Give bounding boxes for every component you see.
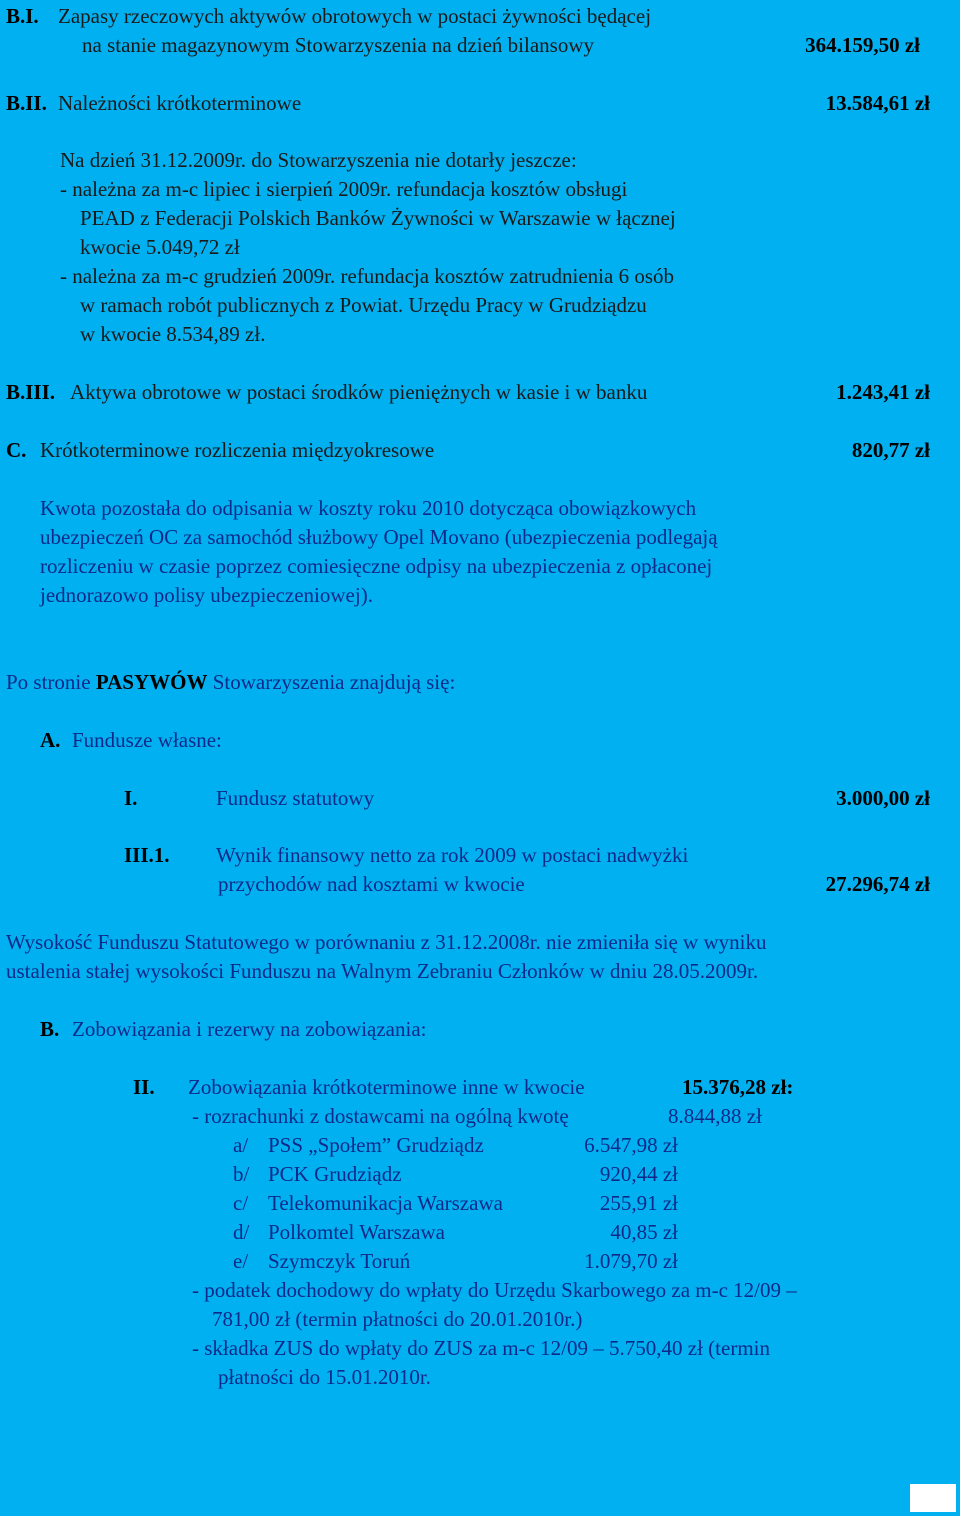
bii-intro: Na dzień 31.12.2009r. do Stowarzyszenia nie dotarły jeszcze:	[60, 148, 577, 172]
supplier-name: Polkomtel Warszawa	[268, 1220, 445, 1244]
fund-i-label: I.	[124, 786, 138, 810]
note-line2: ustalenia stałej wysokości Funduszu na Walnym Zebraniu Członków w dniu 28.05.2009r.	[6, 959, 759, 983]
page-corner-box	[910, 1484, 956, 1512]
section-biii-amount: 1.243,41 zł	[836, 380, 930, 404]
section-biii-text: Aktywa obrotowe w postaci środków pieniężnych w kasie i w banku	[70, 380, 648, 404]
section-b-text: Zobowiązania i rezerwy na zobowiązania:	[72, 1017, 427, 1041]
c-paragraph-line2: ubezpieczeń OC za samochód służbowy Opel Movano (ubezpieczenia podlegają	[40, 525, 718, 549]
supplier-letter: e/	[233, 1249, 249, 1273]
c-paragraph-line1: Kwota pozostała do odpisania w koszty roku 2010 dotycząca obowiązkowych	[40, 496, 697, 520]
liab-ii-label: II.	[133, 1075, 155, 1099]
section-a-label: A.	[40, 728, 61, 752]
supplier-name: Szymczyk Toruń	[268, 1249, 411, 1273]
zus-line2: płatności do 15.01.2010r.	[218, 1365, 431, 1389]
supplier-letter: a/	[233, 1133, 249, 1157]
supplier-letter: c/	[233, 1191, 249, 1215]
pasywa-heading-post: Stowarzyszenia znajdują się:	[212, 670, 456, 694]
bii-item1-line2: PEAD z Federacji Polskich Banków Żywności w Warszawie w łącznej	[80, 206, 676, 230]
section-bii-label: B.II.	[6, 91, 47, 115]
zus-line1: - składka ZUS do wpłaty do ZUS za m-c 12/09 – 5.750,40 zł (termin	[192, 1336, 770, 1360]
pasywa-heading-pre: Po stronie	[6, 670, 91, 694]
bii-item2-line1: - należna za m-c grudzień 2009r. refundacja kosztów zatrudnienia 6 osób	[60, 264, 675, 288]
section-bii-text: Należności krótkoterminowe	[58, 91, 302, 115]
section-a-text: Fundusze własne:	[72, 728, 222, 752]
supplier-amount: 255,91 zł	[599, 1191, 678, 1215]
liab-ii-text: Zobowiązania krótkoterminowe inne w kwocie	[188, 1075, 585, 1099]
supplier-name: PSS „Społem” Grudziądz	[268, 1133, 484, 1157]
tax-line1: - podatek dochodowy do wpłaty do Urzędu Skarbowego za m-c 12/09 –	[192, 1278, 797, 1302]
supplier-letter: b/	[233, 1162, 250, 1186]
section-c-amount: 820,77 zł	[851, 438, 930, 462]
c-paragraph-line3: rozliczeniu w czasie poprzez comiesięczne odpisy na ubezpieczenia z opłaconej	[40, 554, 713, 578]
supplier-amount: 920,44 zł	[599, 1162, 678, 1186]
section-biii-label: B.III.	[6, 380, 56, 404]
supplier-letter: d/	[233, 1220, 250, 1244]
bii-item1-line1: - należna za m-c lipiec i sierpień 2009r. refundacja kosztów obsługi	[60, 177, 628, 201]
rozrachunki-text: - rozrachunki z dostawcami na ogólną kwotę	[192, 1104, 569, 1128]
supplier-amount: 6.547,98 zł	[584, 1133, 678, 1157]
bii-item2-line3: w kwocie 8.534,89 zł.	[80, 322, 266, 346]
section-c-text: Krótkoterminowe rozliczenia międzyokresowe	[40, 438, 435, 462]
pasywa-heading-bold: PASYWÓW	[95, 670, 208, 694]
fund-iii-text-line2: przychodów nad kosztami w kwocie	[218, 872, 525, 896]
supplier-amount: 1.079,70 zł	[584, 1249, 678, 1273]
fund-i-text: Fundusz statutowy	[216, 786, 375, 810]
fund-i-amount: 3.000,00 zł	[836, 786, 930, 810]
bii-item2-line2: w ramach robót publicznych z Powiat. Urzędu Pracy w Grudziądzu	[80, 293, 647, 317]
liab-ii-amount: 15.376,28 zł:	[682, 1075, 794, 1099]
section-b-label: B.	[40, 1017, 60, 1041]
section-bi-text-line2: na stanie magazynowym Stowarzyszenia na dzień bilansowy	[82, 33, 595, 57]
supplier-name: Telekomunikacja Warszawa	[268, 1191, 503, 1215]
section-bi-text-line1: Zapasy rzeczowych aktywów obrotowych w postaci żywności będącej	[58, 4, 652, 28]
pasywa-heading	[6, 670, 455, 694]
fund-iii-text-line1: Wynik finansowy netto za rok 2009 w postaci nadwyżki	[216, 843, 689, 867]
fund-iii-amount: 27.296,74 zł	[825, 872, 930, 896]
rozrachunki-amount: 8.844,88 zł	[668, 1104, 762, 1128]
note-line1: Wysokość Funduszu Statutowego w porównaniu z 31.12.2008r. nie zmieniła się w wyniku	[6, 930, 767, 954]
fund-iii-label: III.1.	[124, 843, 170, 867]
supplier-amount: 40,85 zł	[610, 1220, 678, 1244]
section-bii-amount: 13.584,61 zł	[825, 91, 930, 115]
section-bi-amount: 364.159,50 zł	[805, 33, 920, 57]
bii-item1-line3: kwocie 5.049,72 zł	[80, 235, 240, 259]
supplier-name: PCK Grudziądz	[268, 1162, 402, 1186]
tax-line2: 781,00 zł (termin płatności do 20.01.2010r.)	[212, 1307, 583, 1331]
section-bi-label: B.I.	[6, 4, 39, 28]
section-c-label: C.	[6, 438, 27, 462]
c-paragraph-line4: jednorazowo polisy ubezpieczeniowej).	[40, 583, 373, 607]
